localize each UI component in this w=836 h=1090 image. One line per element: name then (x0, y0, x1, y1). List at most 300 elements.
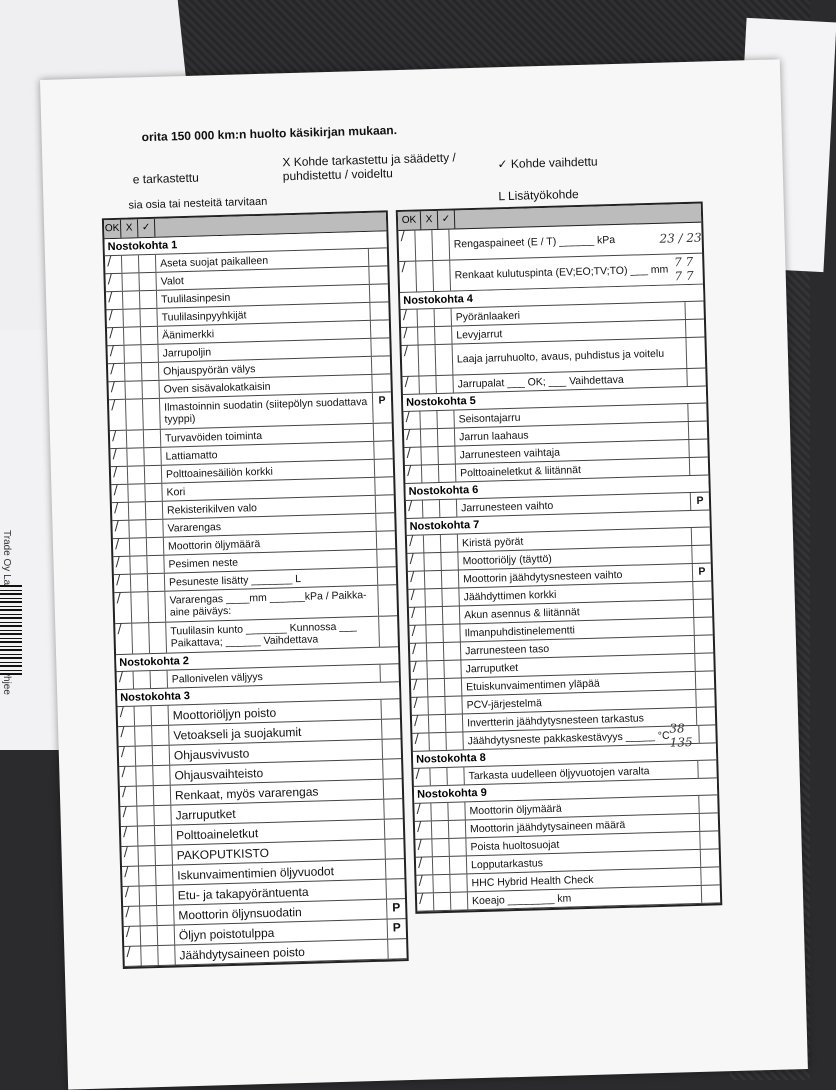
handwritten-check-mark: / (409, 569, 415, 585)
handwritten-check-mark: / (115, 572, 121, 589)
checkbox-ok[interactable] (110, 449, 127, 466)
checkbox-check[interactable] (444, 660, 461, 677)
checkbox-ok[interactable] (416, 875, 433, 892)
checkbox-ok[interactable] (114, 572, 131, 592)
checkbox-x[interactable] (419, 345, 437, 375)
checkbox-check[interactable] (435, 327, 452, 344)
checkbox-check[interactable] (449, 820, 466, 837)
checkbox-ok[interactable] (106, 292, 123, 309)
item-label: Äänimerkki (162, 327, 215, 342)
handwritten-check-mark: / (107, 290, 113, 306)
checkbox-ok[interactable] (122, 864, 140, 886)
checkbox-ok[interactable] (105, 256, 122, 273)
checkbox-ok[interactable] (111, 464, 128, 484)
item-label: Seisontajarru (458, 411, 521, 425)
checkbox-x[interactable] (415, 230, 433, 260)
checkbox-check[interactable] (158, 946, 176, 965)
checkbox-check[interactable] (437, 411, 454, 428)
checkbox-check[interactable] (155, 846, 173, 865)
checkbox-check[interactable] (448, 802, 465, 819)
checkbox-ok[interactable] (113, 554, 130, 574)
item-label: Ohjauspyörän välys (163, 362, 256, 378)
checkbox-ok[interactable] (407, 553, 424, 570)
checkbox-x[interactable] (125, 381, 142, 398)
handwritten-check-mark: / (112, 447, 118, 463)
checkbox-check[interactable] (139, 255, 156, 272)
checkbox-ok[interactable] (118, 704, 136, 726)
checkbox-check[interactable] (442, 570, 459, 587)
item-label: Levyjarrut (456, 327, 503, 341)
checkbox-x[interactable] (122, 273, 139, 290)
checkbox-check[interactable] (450, 874, 467, 891)
checkbox-check[interactable] (444, 642, 461, 659)
checkbox-check[interactable] (450, 856, 467, 873)
p-column (693, 599, 712, 617)
section-title: Nostokohta 5 (403, 387, 706, 412)
item-label: Moottoriöljy (täyttö) (462, 552, 553, 567)
checkbox-check[interactable] (449, 838, 466, 855)
checkbox-check[interactable] (144, 448, 161, 465)
checkbox-x[interactable] (432, 839, 449, 856)
checkbox-ok[interactable] (119, 764, 137, 786)
checkbox-x[interactable] (424, 535, 441, 552)
checkbox-check[interactable] (146, 502, 163, 519)
p-column (371, 356, 390, 374)
checkbox-ok[interactable] (403, 409, 420, 429)
item-label: Valot (160, 274, 184, 288)
p-column (376, 549, 395, 567)
checkbox-x[interactable] (433, 857, 450, 874)
checkbox-check[interactable] (152, 706, 170, 725)
handwritten-check-mark: / (126, 944, 131, 960)
checkbox-x[interactable] (138, 826, 156, 845)
checkbox-check[interactable] (447, 767, 464, 784)
checkbox-check[interactable] (432, 230, 450, 260)
checkbox-x[interactable] (427, 643, 444, 660)
item-label: Etu- ja takapyöräntuenta (177, 884, 309, 902)
checkbox-ok[interactable] (105, 274, 122, 291)
checkbox-ok[interactable] (399, 259, 417, 292)
checkbox-check[interactable] (147, 538, 164, 555)
item-label: Pyöränlaakeri (455, 309, 521, 323)
checkbox-check[interactable] (433, 261, 451, 291)
checkbox-x[interactable] (429, 733, 446, 750)
item-label: Polttoainesäiliön korkki (165, 465, 273, 481)
checkbox-x[interactable] (423, 500, 440, 517)
checkbox-x[interactable] (421, 429, 438, 446)
checkbox-check[interactable] (139, 273, 156, 290)
checkbox-x[interactable] (141, 926, 159, 945)
p-column (370, 338, 389, 356)
checkbox-ok[interactable] (120, 804, 138, 826)
checkbox-ok[interactable] (112, 518, 129, 538)
checkbox-ok[interactable] (118, 724, 136, 746)
p-column (384, 819, 404, 839)
handwritten-check-mark: / (120, 744, 126, 761)
p-column (374, 459, 393, 477)
checkbox-ok[interactable] (404, 447, 421, 464)
checkbox-check[interactable] (158, 926, 176, 945)
checkbox-x[interactable] (124, 327, 141, 344)
checkbox-ok[interactable] (111, 482, 128, 502)
checkbox-check[interactable] (441, 553, 458, 570)
checkbox-check[interactable] (445, 678, 462, 695)
item-label: Ohjausvivusto (173, 745, 250, 763)
checkbox-ok[interactable] (121, 824, 139, 846)
checkbox-check[interactable] (441, 535, 458, 552)
checkbox-x[interactable] (136, 746, 154, 765)
checkbox-ok[interactable] (402, 374, 419, 394)
checkbox-check[interactable] (152, 726, 170, 745)
checkbox-x[interactable] (139, 866, 157, 885)
item-label: Vararengas ____mm ______kPa / Paikka-aine päiväys: (169, 589, 367, 619)
checkbox-check[interactable] (153, 766, 171, 785)
checkbox-ok[interactable] (109, 400, 127, 430)
handwritten-value: 23 / 23 (659, 230, 702, 246)
item-label: Vetoakseli ja suojakumit (173, 724, 302, 743)
handwritten-check-mark: / (109, 362, 115, 378)
checkbox-x[interactable] (425, 571, 442, 588)
item-label: Pesimen neste (168, 556, 239, 571)
handwritten-check-mark: / (414, 731, 420, 747)
checkbox-check[interactable] (153, 746, 171, 765)
p-column (698, 725, 717, 743)
p-column (375, 495, 394, 513)
checkbox-x[interactable] (125, 363, 142, 380)
handwritten-check-mark: / (402, 307, 408, 323)
checkbox-ok[interactable] (415, 821, 432, 838)
item-label: Rekisterikilven valo (166, 501, 258, 517)
checkbox-ok[interactable] (115, 621, 133, 654)
handwritten-check-mark: / (413, 695, 419, 711)
handwritten-check-mark: / (121, 784, 127, 800)
checkbox-ok[interactable] (405, 465, 422, 482)
checkbox-ok[interactable] (411, 697, 428, 714)
p-column (385, 879, 405, 899)
item-label: Tuulilasinpyyhkijät (161, 308, 247, 324)
checkbox-ok[interactable] (121, 844, 139, 866)
p-column (369, 302, 388, 320)
item-label: Kiristä pyörät (461, 535, 524, 549)
checkbox-check[interactable] (141, 327, 158, 344)
checkbox-ok[interactable] (409, 607, 426, 624)
checkbox-check[interactable] (145, 466, 162, 483)
checkbox-ok[interactable] (107, 328, 124, 345)
checkbox-x[interactable] (424, 553, 441, 570)
checkbox-x[interactable] (127, 430, 144, 447)
item-label: Jarrupalat ___ OK; ___ Vaihdettava (457, 373, 624, 390)
section-title: Nostokohta 3 (117, 682, 399, 707)
checkbox-x[interactable] (136, 766, 154, 785)
checkbox-x[interactable] (416, 261, 434, 291)
checkbox-x[interactable] (123, 291, 140, 308)
checkbox-ok[interactable] (114, 590, 132, 623)
checkbox-x[interactable] (420, 411, 437, 428)
checkbox-check[interactable] (155, 826, 173, 845)
checkbox-check[interactable] (154, 786, 172, 805)
checkbox-x[interactable] (137, 786, 155, 805)
checkbox-ok[interactable] (408, 589, 425, 606)
checkbox-check[interactable] (148, 592, 166, 622)
checkbox-check[interactable] (445, 696, 462, 713)
legend-x: X Kohde tarkastettu ja säädetty / puhdistettu / voideltu (282, 150, 456, 184)
item-label: Oven sisävalokatkaisin (163, 380, 271, 396)
checkbox-x[interactable] (135, 706, 153, 725)
p-column (698, 795, 717, 813)
checkbox-check[interactable] (439, 465, 456, 482)
checkbox-x[interactable] (126, 399, 144, 429)
checkbox-ok[interactable] (108, 364, 125, 381)
checkbox-x[interactable] (131, 592, 149, 622)
right-checklist-table (396, 202, 723, 914)
handwritten-check-mark: / (108, 308, 114, 324)
p-column (699, 831, 718, 849)
p-column (694, 653, 713, 671)
handwritten-check-mark: / (122, 804, 128, 820)
checkbox-ok[interactable] (398, 228, 416, 261)
checkbox-ok[interactable] (402, 343, 420, 376)
p-column (370, 320, 389, 338)
checkbox-check[interactable] (151, 671, 168, 688)
checkbox-ok[interactable] (407, 535, 424, 552)
checkbox-x[interactable] (434, 893, 451, 910)
checkbox-ok[interactable] (110, 431, 127, 448)
checkbox-x[interactable] (138, 846, 156, 865)
item-label: Laaja jarruhuolto, avaus, puhdistus ja voitelu (456, 347, 665, 366)
item-label: Öljyn poistotulppa (178, 925, 275, 942)
checkbox-ok[interactable] (409, 625, 426, 642)
checkbox-check[interactable] (147, 556, 164, 573)
checkbox-x[interactable] (429, 715, 446, 732)
checkbox-check[interactable] (154, 806, 172, 825)
checkbox-ok[interactable] (119, 744, 137, 766)
p-column (383, 799, 403, 819)
p-column (700, 867, 719, 885)
checkbox-check[interactable] (157, 906, 175, 925)
checkbox-x[interactable] (132, 623, 150, 653)
checkbox-check[interactable] (142, 381, 159, 398)
checkbox-ok[interactable] (415, 839, 432, 856)
checkbox-ok[interactable] (404, 427, 421, 447)
checkbox-x[interactable] (433, 875, 450, 892)
p-column (685, 338, 705, 369)
col-check: ✓ (438, 210, 455, 228)
handwritten-check-mark: / (404, 374, 410, 390)
item-label: Jäähdytysneste pakkaskestävyys _____ °C (467, 729, 670, 747)
checkbox-ok[interactable] (412, 715, 429, 732)
checkbox-check[interactable] (440, 500, 457, 517)
left-checklist-table (102, 210, 412, 969)
checkbox-x[interactable] (422, 465, 439, 482)
checkbox-ok[interactable] (411, 679, 428, 696)
handwritten-check-mark: / (125, 924, 131, 940)
checkbox-ok[interactable] (124, 924, 142, 946)
checkbox-ok[interactable] (123, 904, 141, 926)
checkbox-x[interactable] (418, 309, 435, 326)
p-column (687, 404, 706, 422)
p-marker: P (386, 899, 406, 919)
checkbox-x[interactable] (426, 625, 443, 642)
handwritten-check-mark: / (416, 801, 422, 817)
checkbox-check[interactable] (143, 399, 161, 429)
checkbox-ok[interactable] (414, 803, 431, 820)
checkbox-check[interactable] (446, 714, 463, 731)
checkbox-check[interactable] (146, 520, 163, 537)
checkbox-x[interactable] (127, 448, 144, 465)
checkbox-check[interactable] (142, 363, 159, 380)
checkbox-check[interactable] (435, 309, 452, 326)
checkbox-ok[interactable] (401, 307, 418, 327)
checkbox-x[interactable] (428, 679, 445, 696)
checkbox-x[interactable] (122, 255, 139, 272)
handwritten-check-mark: / (116, 590, 122, 607)
item-label: Tuulilasinpesin (161, 291, 231, 306)
checkbox-x[interactable] (130, 556, 147, 573)
legend-additional: L Lisätyökohde (498, 187, 579, 204)
item-label: Pesuneste lisätty _______ L (168, 572, 302, 589)
item-label: Moottorin jäähdytysnesteen vaihto (462, 568, 623, 585)
checkbox-check[interactable] (156, 866, 174, 885)
handwritten-check-mark: / (403, 325, 408, 341)
p-column (376, 531, 395, 549)
checkbox-check[interactable] (438, 429, 455, 446)
checkbox-ok[interactable] (412, 733, 429, 750)
handwritten-check-mark: / (410, 605, 416, 621)
handwritten-check-mark: / (106, 254, 112, 270)
item-label: Moottorin öljynsuodatin (178, 904, 302, 922)
checkbox-x[interactable] (128, 466, 145, 483)
checkbox-x[interactable] (426, 607, 443, 624)
checkbox-check[interactable] (438, 447, 455, 464)
checkbox-ok[interactable] (413, 768, 430, 785)
checkbox-x[interactable] (128, 484, 145, 501)
checkbox-check[interactable] (140, 291, 157, 308)
checkbox-x[interactable] (419, 376, 436, 393)
p-column (692, 581, 711, 599)
checkbox-x[interactable] (124, 345, 141, 362)
item-label: Jarrun laahaus (458, 428, 529, 443)
item-label: Tarkasta uudelleen öljyvuotojen varalta (468, 764, 650, 782)
handwritten-check-mark: / (114, 518, 120, 535)
checkbox-check[interactable] (443, 624, 460, 641)
handwritten-check-mark: / (412, 659, 418, 675)
checkbox-x[interactable] (134, 671, 151, 688)
checkbox-x[interactable] (135, 726, 153, 745)
item-label: Moottorin öljymäärä (469, 802, 562, 817)
checkbox-x[interactable] (421, 447, 438, 464)
checkbox-ok[interactable] (107, 346, 124, 363)
checkbox-x[interactable] (130, 538, 147, 555)
item-label: Poista huoltosuojat (470, 838, 560, 853)
checkbox-x[interactable] (137, 806, 155, 825)
p-column (688, 422, 707, 440)
p-column (379, 664, 398, 682)
item-label: Pallonivelen väljyys (171, 670, 263, 686)
checkbox-check[interactable] (145, 484, 162, 501)
checkbox-x[interactable] (131, 574, 148, 591)
handwritten-check-mark: / (400, 228, 406, 244)
item-label: Jarrunesteen taso (464, 642, 550, 657)
checkbox-x[interactable] (129, 520, 146, 537)
checkbox-x[interactable] (427, 661, 444, 678)
section-title: Nostokohta 8 (413, 743, 716, 768)
checkbox-check[interactable] (446, 732, 463, 749)
checkbox-check[interactable] (157, 886, 175, 905)
checkbox-ok[interactable] (406, 500, 423, 517)
checkbox-ok[interactable] (112, 500, 129, 520)
item-label: Ohjausvaihteisto (174, 765, 264, 783)
checkbox-ok[interactable] (410, 643, 427, 660)
item-label: Kori (166, 485, 186, 499)
checkbox-check[interactable] (148, 574, 165, 591)
handwritten-check-mark: / (406, 445, 412, 461)
checkbox-check[interactable] (442, 588, 459, 605)
checkbox-x[interactable] (430, 768, 447, 785)
checkbox-ok[interactable] (123, 884, 141, 906)
item-label: Lopputarkastus (470, 856, 544, 871)
checkbox-ok[interactable] (410, 661, 427, 678)
checkbox-check[interactable] (436, 376, 453, 393)
checkbox-x[interactable] (129, 502, 146, 519)
checkbox-x[interactable] (141, 946, 159, 965)
item-label: HHC Hybrid Health Check (471, 873, 594, 889)
checkbox-x[interactable] (140, 906, 158, 925)
checkbox-ok[interactable] (401, 325, 418, 345)
checkbox-check[interactable] (144, 430, 161, 447)
handwritten-check-mark: / (121, 764, 126, 780)
checkbox-check[interactable] (451, 892, 468, 909)
item-label: Moottoriöljyn poisto (172, 705, 277, 723)
item-label: Jäähdytysaineen poisto (179, 944, 306, 962)
checkbox-check[interactable] (140, 309, 157, 326)
checkbox-x[interactable] (418, 327, 435, 344)
checkbox-x[interactable] (431, 803, 448, 820)
p-column (383, 779, 403, 799)
handwritten-check-mark: / (407, 498, 413, 514)
item-label: Rengaspaineet (E / T) ______ kPa (453, 234, 616, 251)
handwritten-check-mark: / (411, 641, 417, 657)
checkbox-ok[interactable] (106, 310, 123, 327)
p-column (686, 369, 705, 387)
checkbox-check[interactable] (436, 345, 454, 375)
checkbox-ok[interactable] (113, 536, 130, 556)
handwritten-check-mark: / (110, 398, 116, 414)
checkbox-ok[interactable] (416, 857, 433, 874)
checkbox-x[interactable] (428, 697, 445, 714)
item-label: Polttoaineletkut (175, 825, 259, 842)
checkbox-check[interactable] (443, 606, 460, 623)
checkbox-x[interactable] (425, 589, 442, 606)
checkbox-x[interactable] (140, 886, 158, 905)
section-title: Nostokohta 9 (414, 778, 717, 803)
p-column (385, 859, 405, 879)
checkbox-ok[interactable] (120, 784, 138, 806)
handwritten-check-mark: / (123, 844, 129, 860)
checkbox-ok[interactable] (417, 893, 434, 910)
p-column (685, 320, 704, 338)
checkbox-ok[interactable] (117, 669, 134, 689)
checkbox-ok[interactable] (408, 571, 425, 588)
handwritten-check-mark: / (124, 884, 130, 900)
checkbox-ok[interactable] (124, 944, 142, 966)
p-column (368, 266, 387, 284)
checkbox-x[interactable] (123, 309, 140, 326)
p-marker: P (372, 392, 392, 423)
checkbox-x[interactable] (432, 821, 449, 838)
checkbox-check[interactable] (149, 623, 167, 653)
checkbox-ok[interactable] (108, 382, 125, 399)
checkbox-check[interactable] (141, 345, 158, 362)
